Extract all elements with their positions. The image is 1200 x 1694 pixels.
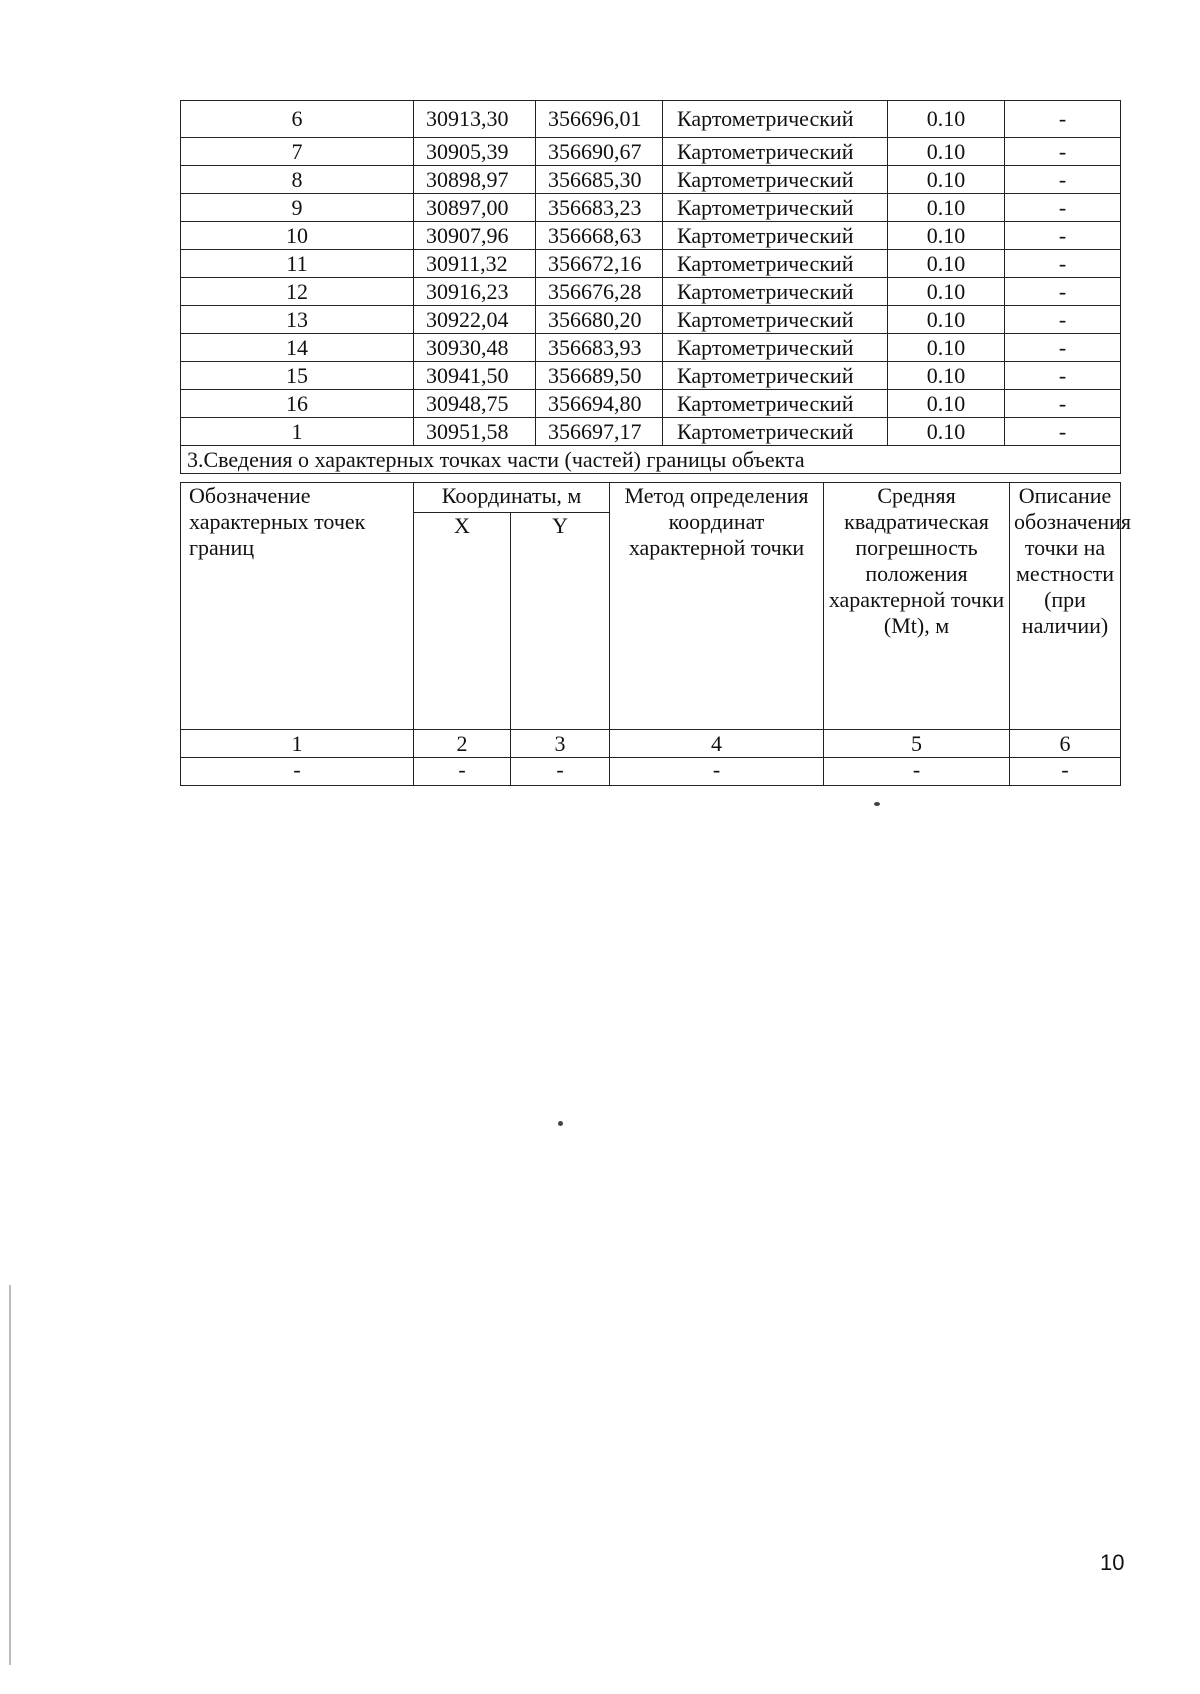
y-coordinate-cell: 356690,67 [536,138,663,166]
description-cell: - [1005,250,1121,278]
column-number: 5 [824,730,1010,758]
description-cell: - [1005,362,1121,390]
point-cell: 13 [181,306,414,334]
section3-table [180,482,1132,786]
description-cell: - [1005,166,1121,194]
method-cell: Картометрический [663,306,888,334]
description-cell: - [1005,334,1121,362]
error-cell: 0.10 [888,334,1005,362]
coordinate-row [181,334,1121,362]
point-cell: 12 [181,278,414,306]
method-cell: Картометрический [663,222,888,250]
y-coordinate-cell: 356668,63 [536,222,663,250]
point-cell: 11 [181,250,414,278]
coordinate-row [181,362,1121,390]
y-coordinate-cell: 356683,93 [536,334,663,362]
method-cell: Картометрический [663,418,888,446]
method-cell: Картометрический [663,390,888,418]
description-cell: - [1005,222,1121,250]
method-cell: Картометрический [663,101,888,138]
x-coordinate-cell: 30922,04 [414,306,536,334]
column-number: 2 [414,730,511,758]
error-cell: 0.10 [888,278,1005,306]
point-cell: 15 [181,362,414,390]
column-number: 4 [610,730,824,758]
y-coordinate-cell: 356676,28 [536,278,663,306]
x-coordinate-cell: 30913,30 [414,101,536,138]
method-cell: Картометрический [663,278,888,306]
coordinates-table [180,100,1121,474]
empty-data-row [181,758,1121,786]
x-coordinate-cell: 30930,48 [414,334,536,362]
header-y: Y [511,513,610,730]
method-cell: Картометрический [663,138,888,166]
header-method: Метод определения координат характерной точки [610,483,824,730]
description-cell: - [1005,390,1121,418]
point-cell: 16 [181,390,414,418]
coordinate-row [181,278,1121,306]
header-coordinates: Координаты, м [414,483,610,513]
header-description: Описание обозначения точки на местности (при наличии) [1010,483,1121,730]
point-cell: 9 [181,194,414,222]
x-coordinate-cell: 30905,39 [414,138,536,166]
point-cell: 7 [181,138,414,166]
method-cell: Картометрический [663,194,888,222]
column-number-row [181,730,1121,758]
description-cell: - [1005,278,1121,306]
header-x: X [414,513,511,730]
x-coordinate-cell: 30916,23 [414,278,536,306]
error-cell: 0.10 [888,362,1005,390]
method-cell: Картометрический [663,250,888,278]
coordinate-row [181,418,1121,446]
empty-cell: - [1010,758,1121,786]
coordinate-row [181,101,1121,138]
column-number: 3 [511,730,610,758]
coordinate-row [181,250,1121,278]
x-coordinate-cell: 30948,75 [414,390,536,418]
x-coordinate-cell: 30897,00 [414,194,536,222]
empty-cell: - [511,758,610,786]
header-error: Средняя квадратическая погрешность положения характерной точки (Mt), м [824,483,1010,730]
coordinate-row [181,138,1121,166]
point-cell: 1 [181,418,414,446]
error-cell: 0.10 [888,138,1005,166]
y-coordinate-cell: 356696,01 [536,101,663,138]
error-cell: 0.10 [888,418,1005,446]
page-number: 10 [1100,1550,1125,1575]
coordinate-row [181,194,1121,222]
method-cell: Картометрический [663,166,888,194]
description-cell: - [1005,101,1121,138]
x-coordinate-cell: 30907,96 [414,222,536,250]
y-coordinate-cell: 356694,80 [536,390,663,418]
point-cell: 8 [181,166,414,194]
section3-title: 3.Сведения о характерных точках части (частей) границы объекта [181,446,1121,474]
x-coordinate-cell: 30941,50 [414,362,536,390]
y-coordinate-cell: 356689,50 [536,362,663,390]
error-cell: 0.10 [888,101,1005,138]
y-coordinate-cell: 356685,30 [536,166,663,194]
column-number: 1 [181,730,414,758]
section3-title-row [181,446,1121,474]
error-cell: 0.10 [888,222,1005,250]
coordinate-row [181,390,1121,418]
description-cell: - [1005,138,1121,166]
description-cell: - [1005,306,1121,334]
x-coordinate-cell: 30898,97 [414,166,536,194]
scan-speck [558,1121,563,1126]
point-cell: 6 [181,101,414,138]
point-cell: 10 [181,222,414,250]
empty-cell: - [610,758,824,786]
error-cell: 0.10 [888,250,1005,278]
header-designation: Обозначение характерных точек границ [181,483,414,730]
column-number: 6 [1010,730,1121,758]
error-cell: 0.10 [888,306,1005,334]
method-cell: Картометрический [663,362,888,390]
scan-speck [874,802,880,806]
point-cell: 14 [181,334,414,362]
coordinate-row [181,222,1121,250]
coordinate-row [181,166,1121,194]
scan-edge-line [9,1285,11,1665]
error-cell: 0.10 [888,390,1005,418]
method-cell: Картометрический [663,334,888,362]
empty-cell: - [181,758,414,786]
coordinate-row [181,306,1121,334]
empty-cell: - [824,758,1010,786]
empty-cell: - [414,758,511,786]
y-coordinate-cell: 356680,20 [536,306,663,334]
error-cell: 0.10 [888,194,1005,222]
description-cell: - [1005,194,1121,222]
y-coordinate-cell: 356697,17 [536,418,663,446]
x-coordinate-cell: 30911,32 [414,250,536,278]
error-cell: 0.10 [888,166,1005,194]
description-cell: - [1005,418,1121,446]
y-coordinate-cell: 356672,16 [536,250,663,278]
x-coordinate-cell: 30951,58 [414,418,536,446]
y-coordinate-cell: 356683,23 [536,194,663,222]
